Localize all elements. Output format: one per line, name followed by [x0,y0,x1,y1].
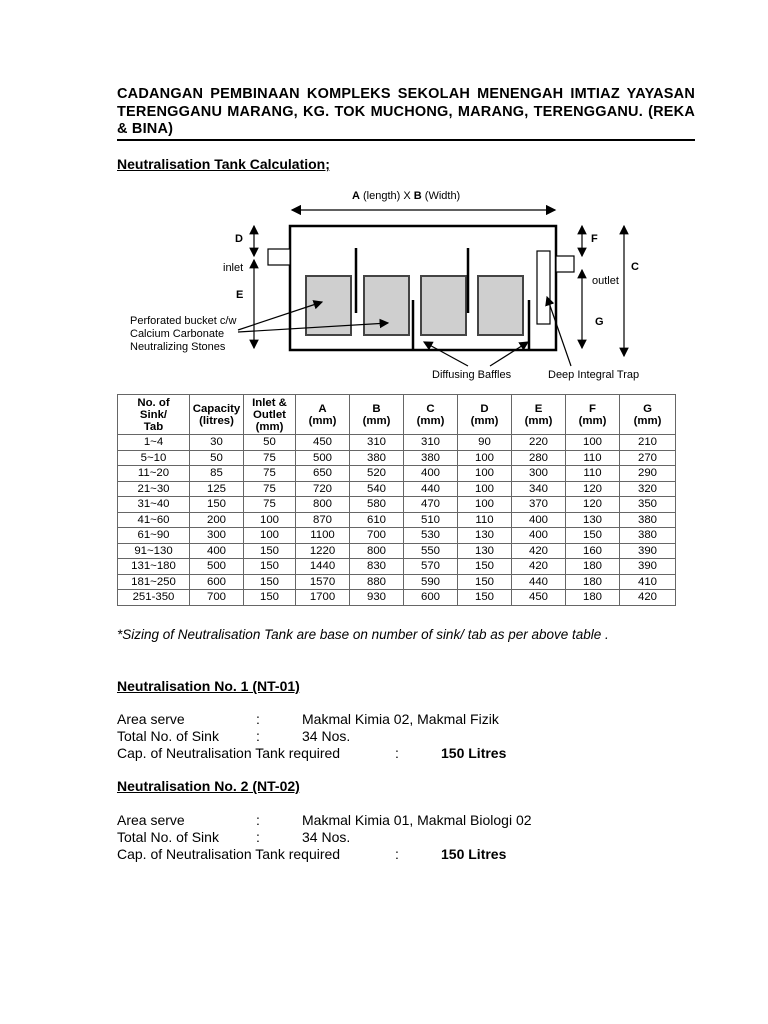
table-cell: 110 [566,450,620,466]
table-row [118,574,676,590]
table-cell: 720 [296,481,350,497]
table-row [118,528,676,544]
bucket-label-1: Perforated bucket c/w [130,315,237,327]
table-cell: 340 [512,481,566,497]
table-cell: 130 [566,512,620,528]
sink-count-colon: : [256,728,260,744]
table-cell: 420 [512,559,566,575]
capacity-colon: : [395,745,399,761]
table-cell: 1100 [296,528,350,544]
table-row [118,435,676,451]
table-cell: 400 [512,528,566,544]
table-cell: 160 [566,543,620,559]
label-c: C [631,261,639,273]
table-cell: 150 [244,590,296,606]
sink-count-label: Total No. of Sink [117,829,219,845]
table-cell: 400 [190,543,244,559]
table-cell: 200 [190,512,244,528]
table-cell: 5~10 [118,450,190,466]
table-cell: 30 [190,435,244,451]
table-cell: 830 [350,559,404,575]
table-cell: 150 [458,559,512,575]
table-cell: 130 [458,528,512,544]
table-cell: 700 [350,528,404,544]
table-header-text: (mm) [470,414,499,427]
table-cell: 100 [458,466,512,482]
table-header-text: D [480,402,489,415]
table-cell: 290 [620,466,676,482]
table-cell: 390 [620,559,676,575]
table-cell: 131~180 [118,559,190,575]
perforated-bucket [421,276,466,335]
table-cell: 100 [458,497,512,513]
table-cell: 300 [512,466,566,482]
table-header-text: A [318,402,327,415]
area-serve-colon: : [256,812,260,828]
table-cell: 610 [350,512,404,528]
table-cell: 50 [190,450,244,466]
table-cell: 110 [458,512,512,528]
table-cell: 150 [458,590,512,606]
deep-integral-trap [537,251,550,324]
diffusing-baffles-label: Diffusing Baffles [432,369,512,381]
inlet-label: inlet [223,262,244,274]
table-cell: 90 [458,435,512,451]
area-serve-colon: : [256,711,260,727]
table-cell: 180 [566,559,620,575]
table-header-text: E [534,402,543,415]
table-cell: 300 [190,528,244,544]
table-cell: 41~60 [118,512,190,528]
table-cell: 600 [190,574,244,590]
table-cell: 450 [296,435,350,451]
table-cell: 125 [190,481,244,497]
table-cell: 370 [512,497,566,513]
table-cell: 150 [190,497,244,513]
outlet-pipe [556,256,574,272]
capacity-colon: : [395,846,399,862]
table-cell: 420 [512,543,566,559]
table-cell: 280 [512,450,566,466]
table-cell: 1220 [296,543,350,559]
area-serve-label: Area serve [117,812,185,828]
table-cell: 870 [296,512,350,528]
table-cell: 380 [620,528,676,544]
sink-count-value: 34 Nos. [302,728,351,744]
table-header-text: Outlet [253,408,286,421]
table-header-cell [620,395,676,435]
table-cell: 500 [296,450,350,466]
table-cell: 120 [566,481,620,497]
table-cell: 310 [350,435,404,451]
unit-heading: Neutralisation No. 2 (NT-02) [117,778,300,794]
perforated-bucket [364,276,409,335]
table-header-text: C [426,402,435,415]
table-header-cell [244,395,296,435]
table-header-cell [118,395,190,435]
table-cell: 570 [404,559,458,575]
table-cell: 150 [244,543,296,559]
table-cell: 270 [620,450,676,466]
bucket-label-2: Calcium Carbonate [130,328,225,340]
sizing-table [117,394,676,606]
table-row [118,512,676,528]
section-heading: Neutralisation Tank Calculation; [117,156,330,172]
table-row [118,543,676,559]
dimension-ab-label: A (length) X B (Width) [352,190,461,202]
table-cell: 800 [350,543,404,559]
table-cell: 61~90 [118,528,190,544]
table-cell: 220 [512,435,566,451]
table-cell: 91~130 [118,543,190,559]
table-cell: 150 [566,528,620,544]
table-cell: 1~4 [118,435,190,451]
table-cell: 700 [190,590,244,606]
table-cell: 180 [566,590,620,606]
table-header-text: (mm) [416,414,445,427]
area-serve-value: Makmal Kimia 01, Makmal Biologi 02 [302,812,532,828]
table-cell: 75 [244,466,296,482]
table-cell: 50 [244,435,296,451]
table-cell: 100 [458,481,512,497]
sink-count-label: Total No. of Sink [117,728,219,744]
table-cell: 100 [244,512,296,528]
table-cell: 450 [512,590,566,606]
inlet-pipe [268,249,290,265]
table-header-row [118,395,676,435]
table-cell: 420 [620,590,676,606]
table-header-text: Tab [143,420,164,433]
area-serve-value: Makmal Kimia 02, Makmal Fizik [302,711,499,727]
area-serve-label: Area serve [117,711,185,727]
table-cell: 120 [566,497,620,513]
table-row [118,481,676,497]
table-cell: 880 [350,574,404,590]
table-cell: 410 [620,574,676,590]
table-header-cell [350,395,404,435]
table-cell: 150 [244,574,296,590]
table-cell: 100 [244,528,296,544]
table-cell: 500 [190,559,244,575]
table-cell: 180 [566,574,620,590]
table-cell: 530 [404,528,458,544]
unit-heading: Neutralisation No. 1 (NT-01) [117,678,300,694]
sink-count-value: 34 Nos. [302,829,351,845]
table-cell: 550 [404,543,458,559]
table-row [118,466,676,482]
table-cell: 130 [458,543,512,559]
table-row [118,450,676,466]
table-header-cell [404,395,458,435]
table-header-cell [296,395,350,435]
table-cell: 150 [244,559,296,575]
table-cell: 31~40 [118,497,190,513]
table-header-text: Capacity [192,402,241,415]
table-cell: 390 [620,543,676,559]
table-cell: 380 [350,450,404,466]
outlet-label: outlet [592,275,619,287]
table-cell: 11~20 [118,466,190,482]
table-cell: 470 [404,497,458,513]
label-d: D [235,233,243,245]
table-header-cell [190,395,244,435]
table-cell: 1570 [296,574,350,590]
table-cell: 650 [296,466,350,482]
table-cell: 100 [566,435,620,451]
table-cell: 85 [190,466,244,482]
sink-count-colon: : [256,829,260,845]
table-cell: 181~250 [118,574,190,590]
bucket-label-3: Neutralizing Stones [130,341,226,353]
table-cell: 150 [458,574,512,590]
table-cell: 310 [404,435,458,451]
table-header-text: G [643,402,652,415]
table-cell: 520 [350,466,404,482]
table-cell: 930 [350,590,404,606]
table-header-text: (mm) [362,414,391,427]
capacity-label: Cap. of Neutralisation Tank required [117,846,341,862]
table-header-cell [458,395,512,435]
table-header-text: (mm) [578,414,607,427]
label-g: G [595,316,604,328]
table-cell: 440 [512,574,566,590]
table-cell: 380 [404,450,458,466]
table-header-cell [512,395,566,435]
table-cell: 350 [620,497,676,513]
capacity-value: 150 Litres [441,745,507,761]
table-row [118,497,676,513]
table-cell: 800 [296,497,350,513]
table-cell: 75 [244,481,296,497]
title-underline [117,139,695,141]
table-header-text: No. of [137,396,170,409]
table-cell: 100 [458,450,512,466]
table-cell: 400 [512,512,566,528]
table-cell: 440 [404,481,458,497]
table-cell: 580 [350,497,404,513]
table-header-text: Inlet & [252,396,287,409]
table-cell: 75 [244,497,296,513]
table-cell: 320 [620,481,676,497]
table-header-text: (mm) [255,420,284,433]
document-title: CADANGAN PEMBINAAN KOMPLEKS SEKOLAH MENENGAH IMTIAZ YAYASAN TERENGGANU MARANG, KG. TOK MUCHONG, MARANG, TERENGGANU. (REKA & BINA) [117,86,695,137]
table-header-text: (mm) [524,414,553,427]
capacity-value: 150 Litres [441,846,507,862]
table-cell: 400 [404,466,458,482]
sizing-note: *Sizing of Neutralisation Tank are base on number of sink/ tab as per above table . [117,627,609,642]
capacity-label: Cap. of Neutralisation Tank required [117,745,341,761]
table-cell: 510 [404,512,458,528]
table-cell: 1440 [296,559,350,575]
table-row [118,590,676,606]
table-cell: 75 [244,450,296,466]
label-e: E [236,289,244,301]
table-header-cell [566,395,620,435]
table-cell: 380 [620,512,676,528]
table-cell: 540 [350,481,404,497]
table-row [118,559,676,575]
label-f: F [591,233,598,245]
table-header-text: (litres) [199,414,234,427]
table-cell: 210 [620,435,676,451]
table-header-text: (mm) [308,414,337,427]
table-header-text: B [372,402,381,415]
deep-integral-trap-label: Deep Integral Trap [548,369,640,381]
table-cell: 1700 [296,590,350,606]
table-header-text: Sink/ [139,408,168,421]
table-cell: 590 [404,574,458,590]
neutralisation-tank-diagram [117,185,657,385]
table-header-text: F [589,402,596,415]
table-cell: 110 [566,466,620,482]
table-cell: 21~30 [118,481,190,497]
perforated-bucket [478,276,523,335]
table-cell: 600 [404,590,458,606]
table-header-text: (mm) [633,414,662,427]
table-cell: 251-350 [118,590,190,606]
